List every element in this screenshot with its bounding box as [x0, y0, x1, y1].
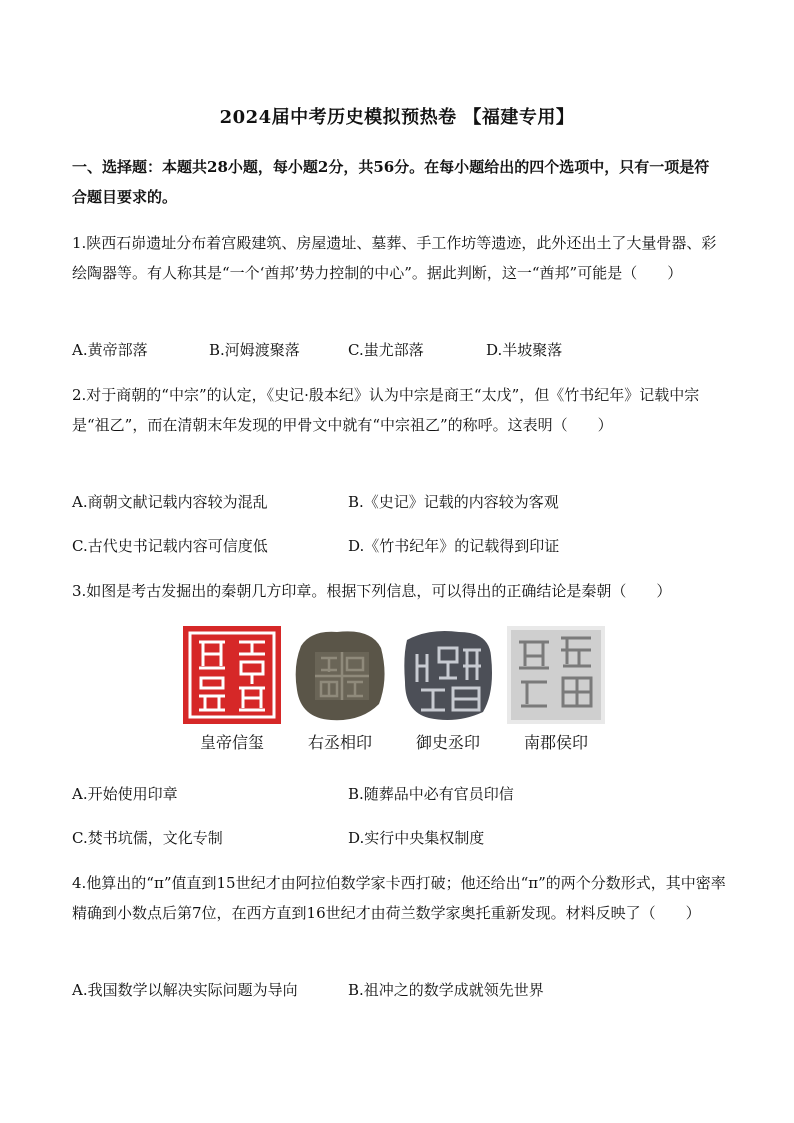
q1-option-d[interactable]: D.半坡聚落	[486, 341, 563, 359]
question-1-text: 1.陕西石峁遗址分布着宫殿建筑、房屋遗址、墓葬、手工作坊等遗迹，此外还出土了大量骨器、彩绘陶器等。有人称其是“一个‘酋邦’势力控制的中心”。据此判断，这一“酋邦”可能是（ ）	[72, 234, 717, 282]
qin-seals-figure	[183, 626, 611, 756]
q1-option-a[interactable]: A.黄帝部落	[72, 341, 148, 359]
seal-caption-2: 右丞相印	[307, 733, 372, 752]
q2-option-a[interactable]: A.商朝文献记载内容较为混乱	[72, 493, 268, 511]
q2-option-b[interactable]: B.《史记》记载的内容较为客观	[348, 493, 559, 511]
rubbing-seal-image	[507, 626, 605, 724]
section-heading: 一、选择题：本题共28小题，每小题2分，共56分。在每小题给出的四个选项中，只有一项是符合题目要求的。	[72, 158, 710, 206]
q3-option-a[interactable]: A.开始使用印章	[72, 785, 178, 803]
q3-option-d[interactable]: D.实行中央集权制度	[348, 829, 485, 847]
q1-option-c[interactable]: C.蚩尤部落	[348, 341, 424, 359]
question-2-text: 2.对于商朝的“中宗”的认定，《史记·殷本纪》认为中宗是商王“太戊”，但《竹书纪年》记载中宗是“祖乙”，而在清朝末年发现的甲骨文中就有“中宗祖乙”的称呼。这表明（ ）	[72, 386, 700, 434]
question-3-text: 3.如图是考古发掘出的秦朝几方印章。根据下列信息，可以得出的正确结论是秦朝（ ）	[72, 582, 672, 600]
red-seal-image	[183, 626, 281, 724]
q3-option-b[interactable]: B.随葬品中必有官员印信	[348, 785, 514, 803]
q2-option-c[interactable]: C.古代史书记载内容可信度低	[72, 537, 268, 555]
seal-caption-1: 皇帝信玺	[199, 733, 264, 752]
exam-title: 2024届中考历史模拟预热卷 【福建专用】	[219, 107, 575, 128]
q2-option-d[interactable]: D.《竹书纪年》的记载得到印证	[348, 537, 560, 555]
bronze-seal-image	[399, 626, 497, 724]
question-4-text: 4.他算出的“π”值直到15世纪才由阿拉伯数学家卡西打破；他还给出“π”的两个分数形式，其中密率精确到小数点后第7位，在西方直到16世纪才由荷兰数学家奥托重新发现。材料反映了（ ）	[72, 874, 726, 922]
q4-option-b[interactable]: B.祖冲之的数学成就领先世界	[348, 981, 544, 999]
q1-option-b[interactable]: B.河姆渡聚落	[209, 341, 300, 359]
seal-caption-3: 御史丞印	[415, 733, 480, 752]
stone-seal-image	[291, 626, 389, 724]
q3-option-c[interactable]: C.焚书坑儒，文化专制	[72, 829, 223, 847]
q4-option-a[interactable]: A.我国数学以解决实际问题为导向	[72, 981, 298, 999]
seal-caption-4: 南郡侯印	[523, 733, 588, 752]
